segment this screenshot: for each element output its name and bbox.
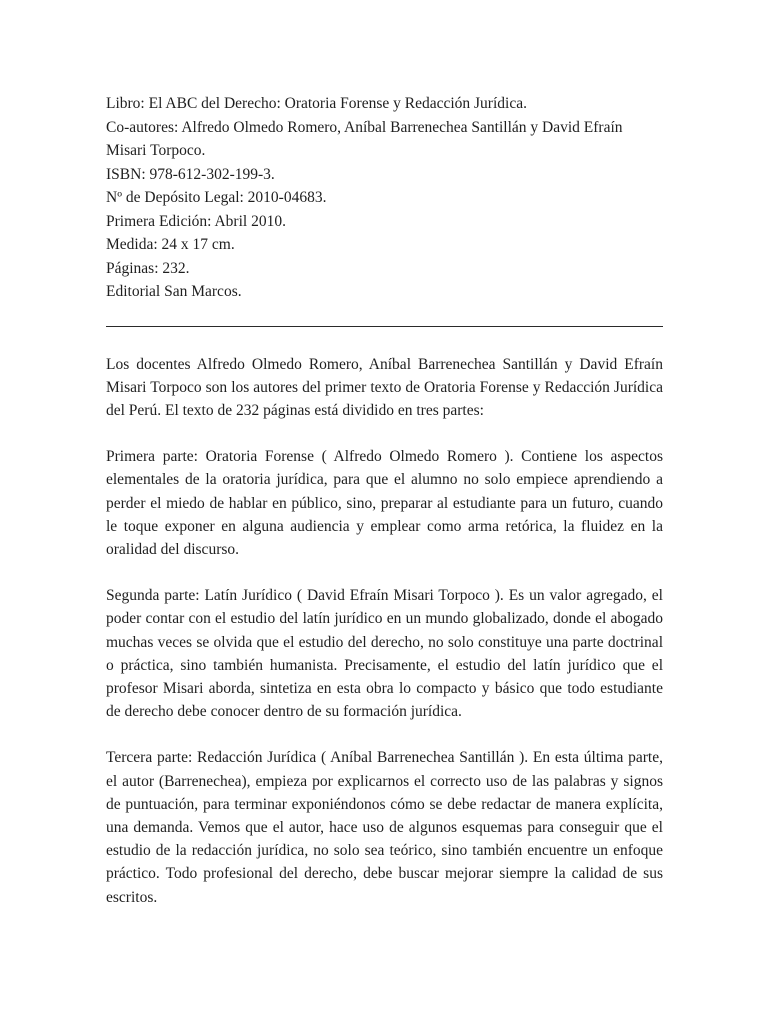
section-divider <box>106 326 663 327</box>
book-legal-deposit: Nº de Depósito Legal: 2010-04683. <box>106 189 327 206</box>
book-pages: Páginas: 232. <box>106 259 190 277</box>
book-isbn: ISBN: 978-612-302-199-3. <box>106 165 275 183</box>
document-page <box>106 92 663 909</box>
book-publisher: Editorial San Marcos. <box>106 283 242 300</box>
book-title: Libro: El ABC del Derecho: Oratoria Forense y Redacción Jurídica. <box>106 95 527 112</box>
review-part1-paragraph: Primera parte: Oratoria Forense ( Alfredo Olmedo Romero ). Contiene los aspectos elementales de la oratoria jurídica, para que el alumno no solo empiece aprendiendo a perder el miedo de hablar en público, sino, preparar al estudiante para un futuro, cuando le toque exponer en alguna audiencia y emplear como arma retórica, la fluidez en la oralidad del discurso. <box>106 448 663 558</box>
book-info-block <box>106 92 663 304</box>
review-body <box>106 353 663 909</box>
review-part2-paragraph: Segunda parte: Latín Jurídico ( David Efraín Misari Torpoco ). Es un valor agregado, el poder contar con el estudio del latín jurídico en un mundo globalizado, donde el abogado muchas veces se olvida que el estudio del derecho, no solo constituye una parte doctrinal o práctica, sino también humanista. Precisamente, el estudio del latín jurídico que el profesor Misari aborda, sintetiza en esta obra lo compacto y básico que todo estudiante de derecho debe conocer dentro de su formación jurídica. <box>106 587 663 721</box>
book-edition: Primera Edición: Abril 2010. <box>106 212 286 230</box>
book-coauthors: Co-autores: Alfredo Olmedo Romero, Aníbal Barrenechea Santillán y David Efraín Misari Torpoco. <box>106 118 623 159</box>
book-size: Medida: 24 x 17 cm. <box>106 236 235 253</box>
review-part3-paragraph: Tercera parte: Redacción Jurídica ( Aníbal Barrenechea Santillán ). En esta última parte, el autor (Barrenechea), empieza por explicarnos el correcto uso de las palabras y signos de puntuación, para terminar exponiéndonos cómo se debe redactar de manera explícita, una demanda. Vemos que el autor, hace uso de algunos esquemas para conseguir que el estudio de la redacción jurídica, no solo sea teórico, sino también encuentre un enfoque práctico. Todo profesional del derecho, debe buscar mejorar siempre la calidad de sus escritos. <box>106 749 663 906</box>
review-intro-paragraph: Los docentes Alfredo Olmedo Romero, Aníbal Barrenechea Santillán y David Efraín Misari Torpoco son los autores del primer texto de Oratoria Forense y Redacción Jurídica del Perú. El texto de 232 páginas está dividido en tres partes: <box>106 355 663 419</box>
